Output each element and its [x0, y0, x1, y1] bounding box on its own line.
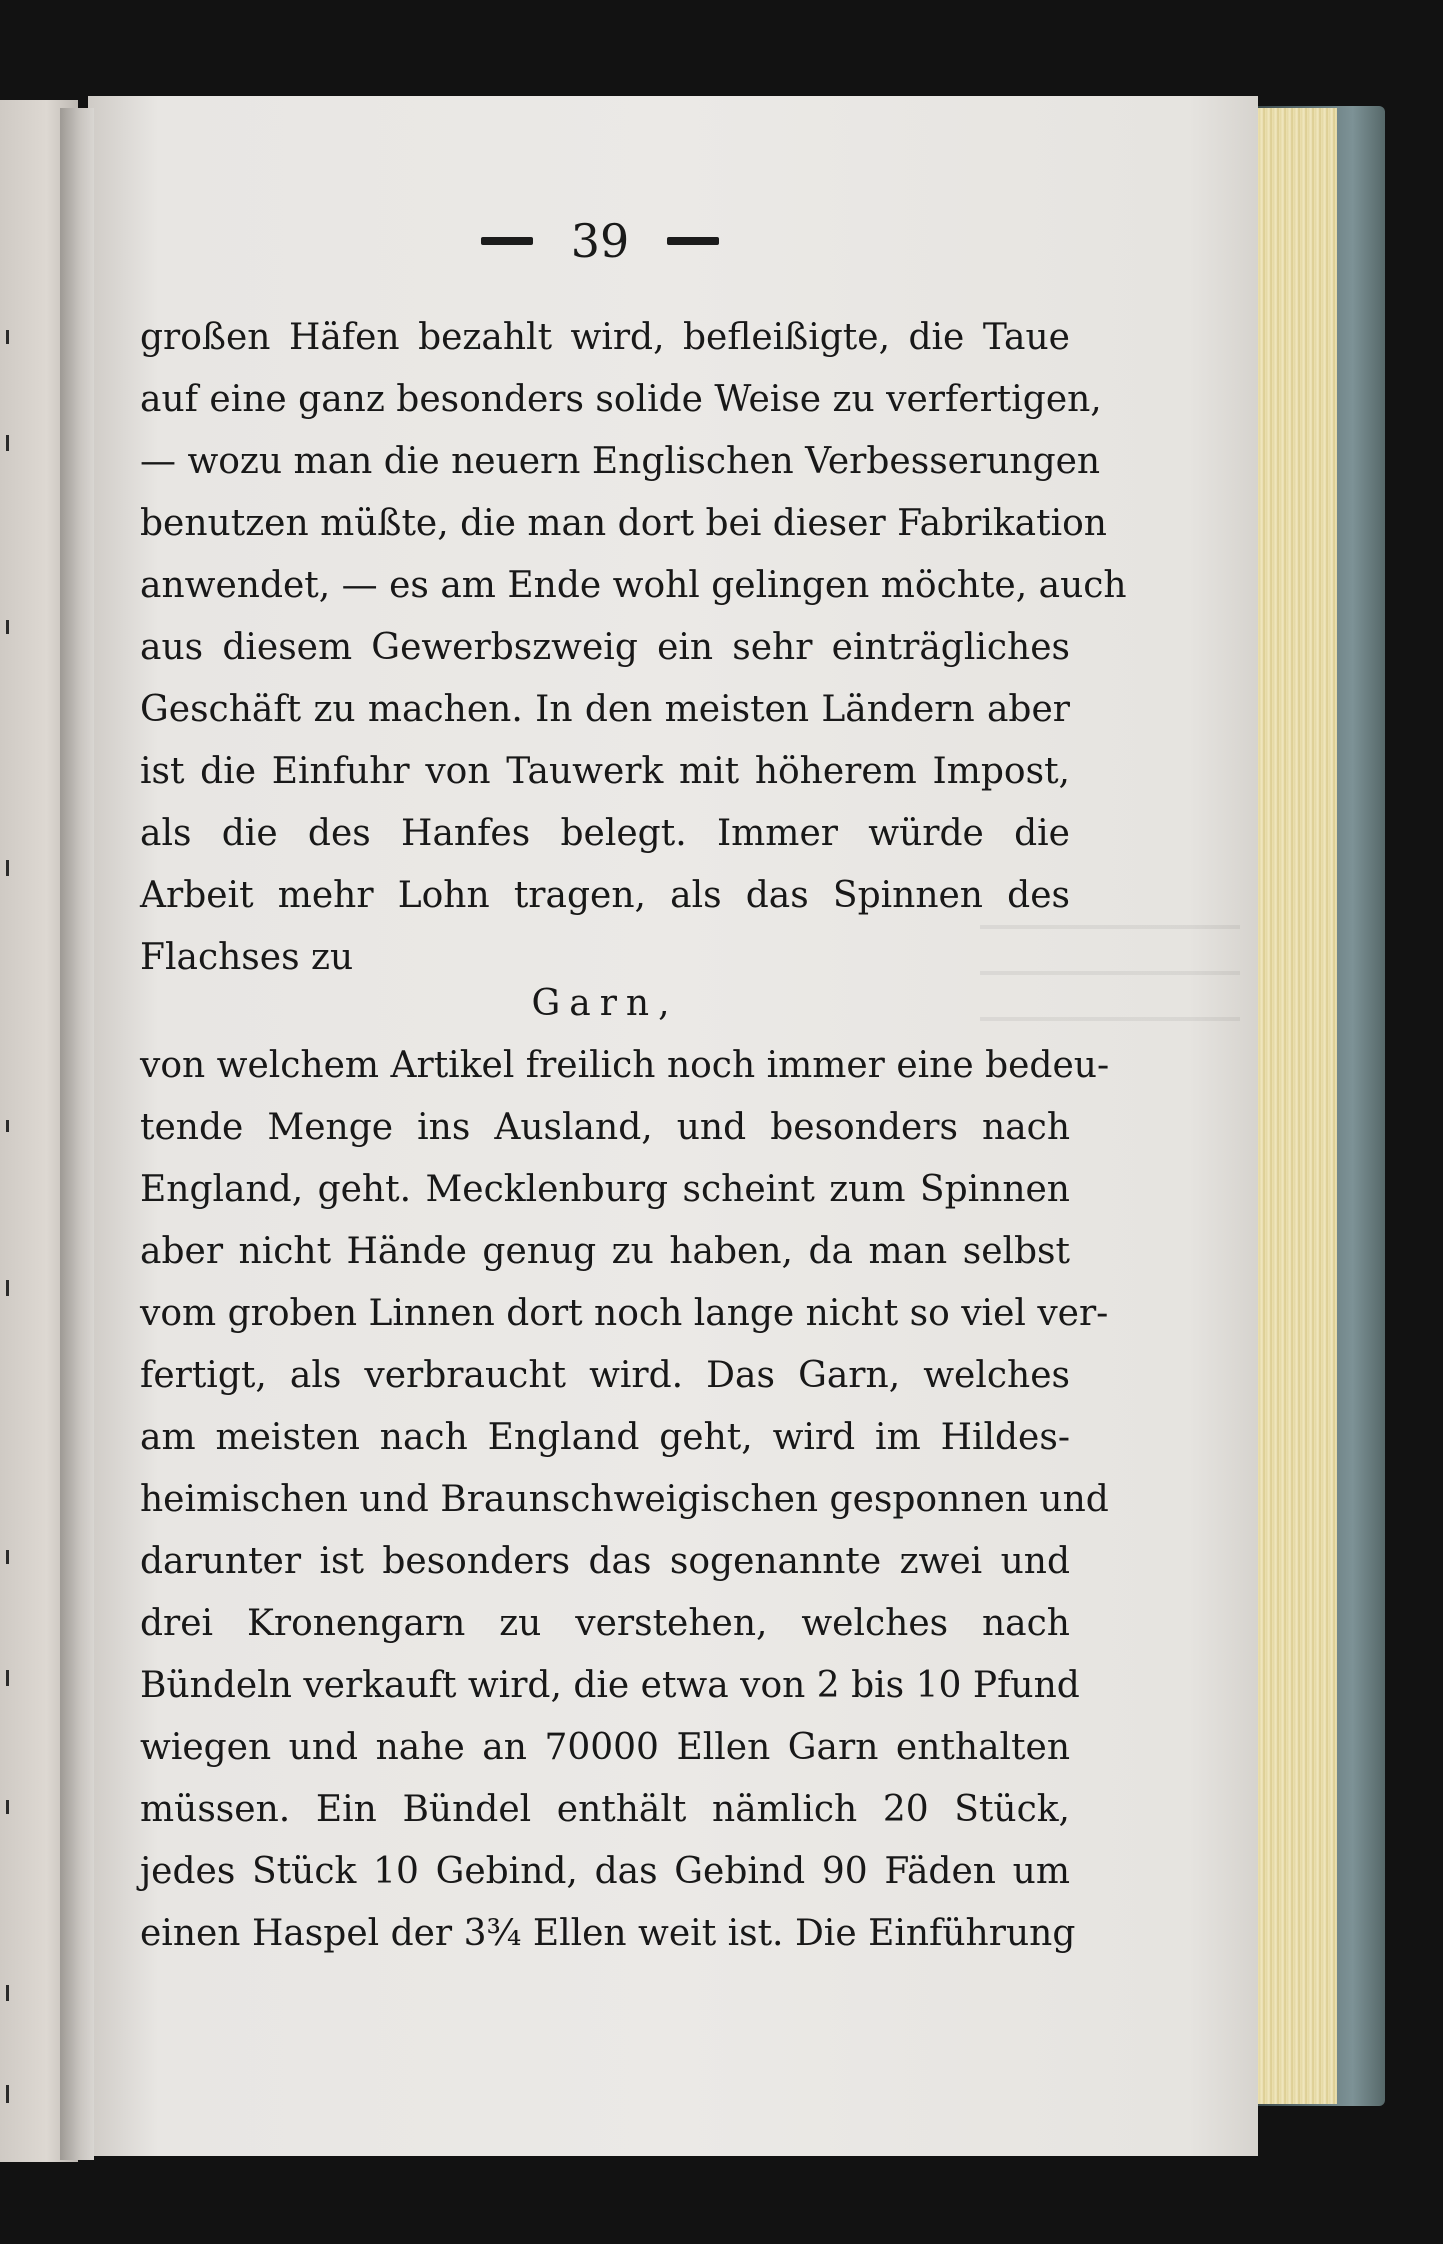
text-line: — wozu man die neuern Englischen Verbesserungen	[140, 441, 1101, 482]
text-line: einen Haspel der 3¾ Ellen weit ist. Die Einführung	[140, 1913, 1076, 1954]
facing-page-glyph	[6, 620, 9, 634]
text-line: großen Häfen bezahlt wird, befleißigte, die Taue	[140, 317, 1070, 358]
page-number: 39	[570, 214, 630, 268]
facing-page-glyph	[6, 1800, 9, 1814]
header-dash-right	[667, 237, 719, 245]
facing-page-glyph	[6, 330, 9, 344]
text-line: Bündeln verkauft wird, die etwa von 2 bis 10 Pfund	[140, 1665, 1080, 1706]
facing-page-glyph	[6, 1280, 9, 1296]
text-line: fertigt, als verbraucht wird. Das Garn, welches	[140, 1355, 1070, 1396]
text-line: anwendet, — es am Ende wohl gelingen möchte, auch	[140, 565, 1127, 606]
text-line: England, geht. Mecklenburg scheint zum Spinnen	[140, 1169, 1070, 1210]
text-line: von welchem Artikel freilich noch immer eine bedeu-	[140, 1045, 1110, 1086]
page-header	[440, 214, 760, 268]
text-line: aus diesem Gewerbszweig ein sehr einträgliches	[140, 627, 1070, 668]
centered-word: Garn,	[531, 983, 679, 1024]
facing-page-glyph	[6, 860, 9, 876]
text-line: vom groben Linnen dort noch lange nicht so viel ver-	[140, 1293, 1109, 1334]
header-dash-left	[481, 237, 533, 245]
facing-page-glyph	[6, 435, 9, 451]
text-line: müssen. Ein Bündel enthält nämlich 20 Stück,	[140, 1789, 1070, 1830]
text-line: ist die Einfuhr von Tauwerk mit höherem Impost,	[140, 751, 1070, 792]
text-line: benutzen müßte, die man dort bei dieser Fabrikation	[140, 503, 1107, 544]
page-gutter	[60, 108, 94, 2160]
text-line: tende Menge ins Ausland, und besonders nach	[140, 1107, 1070, 1148]
text-line: Flachses zu	[140, 937, 354, 978]
facing-page-glyph	[6, 1550, 9, 1564]
text-line: als die des Hanfes belegt. Immer würde die	[140, 813, 1070, 854]
text-line: drei Kronengarn zu verstehen, welches nach	[140, 1603, 1070, 1644]
text-line: auf eine ganz besonders solide Weise zu verfertigen,	[140, 379, 1102, 420]
text-line: Arbeit mehr Lohn tragen, als das Spinnen des	[140, 875, 1070, 916]
text-line: jedes Stück 10 Gebind, das Gebind 90 Fäden um	[140, 1851, 1070, 1892]
text-line: am meisten nach England geht, wird im Hildes-	[140, 1417, 1070, 1458]
facing-page-glyph	[6, 2085, 9, 2103]
facing-page-glyph	[6, 1985, 9, 2001]
text-line: wiegen und nahe an 70000 Ellen Garn enthalten	[140, 1727, 1070, 1768]
facing-page-glyph	[6, 1670, 9, 1686]
facing-page-glyph	[6, 1120, 9, 1132]
text-line: darunter ist besonders das sogenannte zwei und	[140, 1541, 1070, 1582]
text-line: Geschäft zu machen. In den meisten Ländern aber	[140, 689, 1070, 730]
page-block-edges	[1245, 108, 1337, 2104]
text-line: aber nicht Hände genug zu haben, da man selbst	[140, 1231, 1070, 1272]
text-line: heimischen und Braunschweigischen gesponnen und	[140, 1479, 1109, 1520]
